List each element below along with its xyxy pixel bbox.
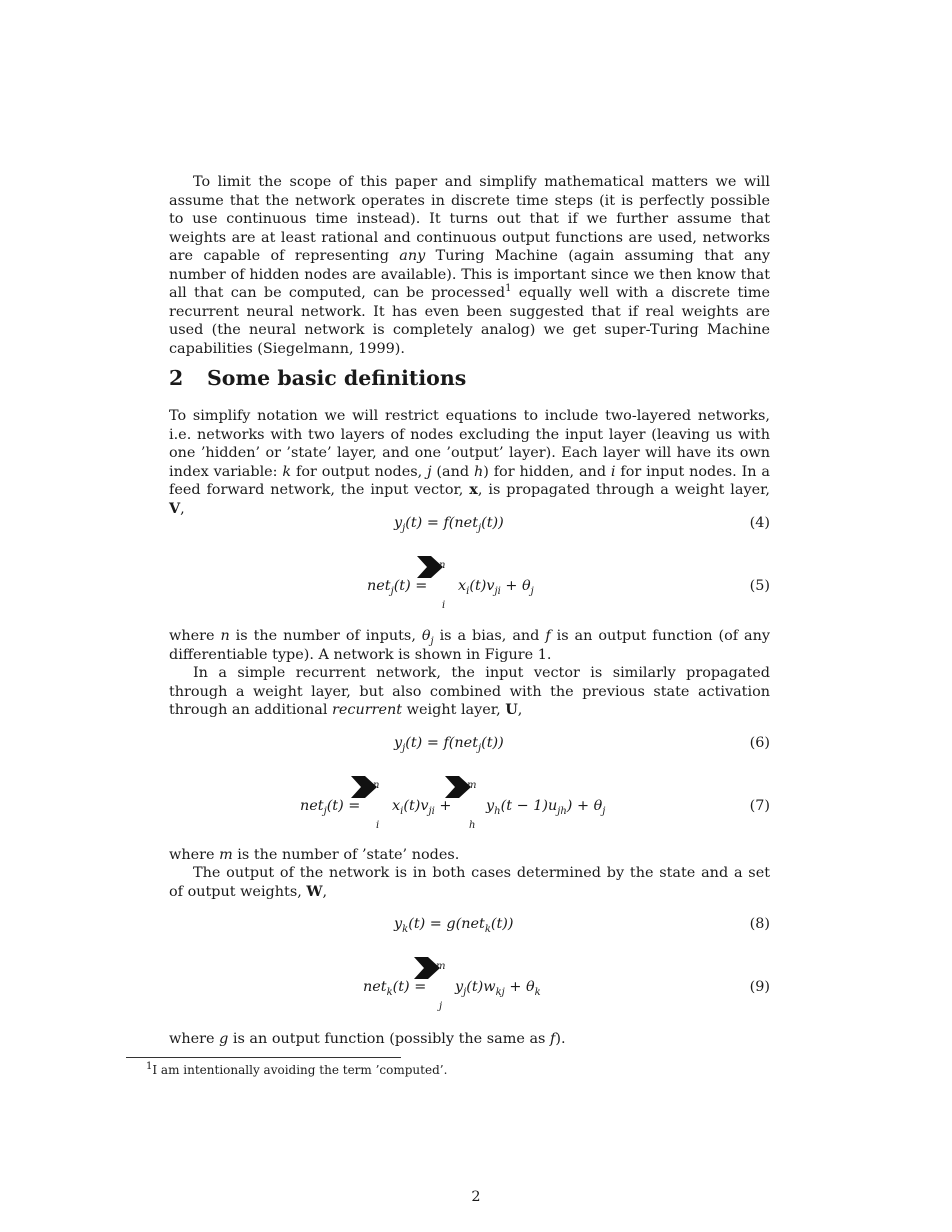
eq-part: (t) = g(net (408, 916, 485, 932)
defs-text: In a simple recurrent network, the input vector is similarly propagated through a weight layer, but also combined with the previous state activation through an additional (169, 665, 770, 718)
eq-sub: ji (494, 585, 501, 597)
eq-sub: k (386, 986, 393, 998)
sum-upper-limit: m (467, 780, 477, 791)
defs-text: ) for hidden, and (483, 463, 611, 480)
math-var: k (282, 463, 292, 480)
math-vector: U (505, 701, 518, 718)
defs-text: where (169, 847, 220, 863)
eq-part: + θ (500, 578, 531, 594)
equation-number: (6) (749, 735, 770, 751)
math-var: f (550, 1031, 556, 1047)
output-paragraph (169, 864, 770, 901)
state-nodes-paragraph (169, 846, 770, 865)
math-var: n (220, 628, 230, 644)
equation-8 (169, 916, 770, 940)
eq-part: (t) = (393, 578, 428, 594)
sum-lower-limit: j (439, 1001, 443, 1012)
eq-sub: j (477, 742, 482, 754)
eq-part: + (434, 798, 452, 814)
eq-sub: k (534, 986, 541, 998)
eq-part: (t − 1)u (500, 798, 558, 814)
equation-number: (5) (749, 578, 770, 594)
eq-part: (t)v (469, 578, 495, 594)
math-var: h (473, 463, 484, 480)
eq-part: (t)) (481, 515, 504, 531)
math-var: i (610, 463, 616, 480)
math-vector: W (306, 882, 323, 900)
page-number: 2 (471, 1189, 481, 1205)
defs-text: , (322, 883, 328, 900)
eq-part: (t) = (326, 798, 361, 814)
math-var: m (219, 847, 233, 863)
defs-text: , (517, 702, 523, 718)
eq-part: + θ (504, 979, 535, 995)
math-sub: j (430, 635, 434, 647)
sum-lower-limit: i (442, 600, 446, 611)
eq-part: y (394, 515, 403, 531)
eq-part: x (392, 798, 401, 814)
eq-part: x (458, 578, 467, 594)
defs-text: (and (431, 463, 474, 480)
equation-9-rhs (455, 979, 541, 998)
intro-text-b: Turing Machine (again assuming that any number of hidden nodes are available). This is important since we then know that all that can be computed, can be processed (169, 248, 770, 301)
eq-sub: j (390, 585, 394, 597)
sum-lower-limit: h (469, 820, 476, 831)
defs-text: where (169, 1031, 220, 1047)
eq-part: (t)) (481, 735, 504, 751)
defs-text: To simplify notation we will restrict equations to include two-layered networks, i.e. networks with two layers of nodes excluding the input layer (leaving us with one ’hidden’ or ’state’ layer, and one ’output’ layer). Each layer will have its own index variable: (169, 408, 770, 480)
equation-7-term2 (486, 798, 606, 817)
eq-sub: k (484, 923, 491, 935)
defs-text: is a bias, and (433, 628, 546, 644)
bias-paragraph (169, 627, 770, 664)
output-function-paragraph (169, 1030, 770, 1049)
defs-text: for output nodes, (291, 463, 428, 480)
sum-lower-limit: i (376, 820, 380, 831)
math-var: f (545, 628, 551, 644)
footnote-mark: 1 (146, 1061, 153, 1072)
defs-text: The output of the network is in both cases determined by the state and a set of output weights, (169, 865, 770, 900)
emphasis: recurrent (332, 702, 403, 718)
defs-text: weight layer, (402, 702, 506, 718)
defs-text: where (169, 628, 221, 644)
footnote-text: I am intentionally avoiding the term ’computed’. (152, 1063, 448, 1077)
footnote-rule (126, 1057, 401, 1058)
eq-part: y (455, 979, 464, 995)
intro-text-c: equally well with a discrete time recurrent neural network. It has even been suggested that if real weights are used (the neural network is completely analog) we get super-Turing Machine capabilities (Siegelmann, 1999). (169, 285, 770, 357)
eq-sub: jh (557, 805, 567, 817)
equation-number: (4) (749, 515, 770, 531)
eq-part: (t) = f(net (405, 735, 478, 751)
intro-text-a: To limit the scope of this paper and simplify mathematical matters we will assume that the network operates in discrete time steps (it is perfectly possible to use continuous time instead). It turns out that if we further assume that weights are at least rational and continuous output functions are used, networks are capable of representing (169, 174, 770, 264)
summation-symbol (445, 776, 479, 836)
eq-sub: i (400, 805, 404, 817)
sum-upper-limit: n (439, 560, 446, 571)
summation-symbol (351, 776, 385, 836)
math-vector: x (469, 481, 478, 498)
equation-9 (169, 979, 770, 1003)
section-title: Some basic definitions (207, 366, 467, 390)
defs-text: is the number of ’state’ nodes. (232, 847, 460, 863)
defs-text: for input nodes. In a feed forward network, the input vector, (169, 463, 770, 498)
equation-number: (9) (749, 979, 770, 995)
defs-text: is an output function (possibly the same as (228, 1031, 550, 1047)
eq-sub: j (323, 805, 327, 817)
math-vector: V (169, 499, 181, 517)
defs-text: , (180, 500, 185, 517)
eq-sub: j (477, 522, 482, 534)
footnote-marker[interactable]: 1 (505, 283, 512, 295)
math-var: θ (421, 628, 431, 644)
defs-text: , is propagated through a weight layer, (477, 482, 770, 498)
defs-text: is the number of inputs, (229, 628, 422, 644)
equation-number: (8) (749, 916, 770, 932)
eq-sub: j (402, 522, 406, 534)
defs-text: is an output function (of any differentiable type). A network is shown in Figure 1. (169, 628, 770, 663)
section-heading (169, 366, 466, 390)
equation-5 (169, 578, 770, 602)
intro-emphasis: any (399, 248, 426, 264)
math-var: g (219, 1031, 229, 1047)
eq-part: net (300, 798, 324, 814)
equation-5-rhs (458, 578, 534, 597)
equation-8-body (394, 916, 514, 935)
sum-upper-limit: m (436, 961, 446, 972)
eq-sub: j (530, 585, 534, 597)
eq-sub: kj (495, 986, 505, 998)
eq-part: y (486, 798, 495, 814)
summation-symbol (414, 957, 448, 1017)
definitions-paragraph (169, 407, 770, 518)
summation-symbol (417, 556, 451, 616)
section-number: 2 (169, 366, 184, 390)
eq-sub: ji (428, 805, 435, 817)
eq-sub: h (494, 805, 501, 817)
math-var: j (427, 463, 432, 480)
eq-part: net (367, 578, 391, 594)
equation-6-body (394, 735, 504, 754)
footnote (146, 1063, 447, 1077)
defs-text: ). (555, 1031, 566, 1047)
eq-sub: j (463, 986, 467, 998)
eq-part: (t) = f(net (405, 515, 478, 531)
eq-part: (t) = (392, 979, 427, 995)
equation-4-body (394, 515, 504, 534)
sum-upper-limit: n (373, 780, 380, 791)
equation-7-term1 (392, 798, 452, 817)
eq-sub: j (402, 742, 406, 754)
eq-sub: j (602, 805, 606, 817)
eq-part: y (394, 916, 403, 932)
recurrent-paragraph (169, 664, 770, 720)
eq-part: (t)w (466, 979, 496, 995)
eq-sub: k (402, 923, 409, 935)
equation-4 (169, 515, 770, 539)
eq-sub: i (466, 585, 470, 597)
eq-part: (t)v (403, 798, 429, 814)
eq-part: ) + θ (566, 798, 603, 814)
eq-part: net (363, 979, 387, 995)
equation-6 (169, 735, 770, 759)
intro-paragraph (169, 173, 770, 358)
eq-part: y (394, 735, 403, 751)
eq-part: (t)) (490, 916, 514, 932)
equation-number: (7) (749, 798, 770, 814)
